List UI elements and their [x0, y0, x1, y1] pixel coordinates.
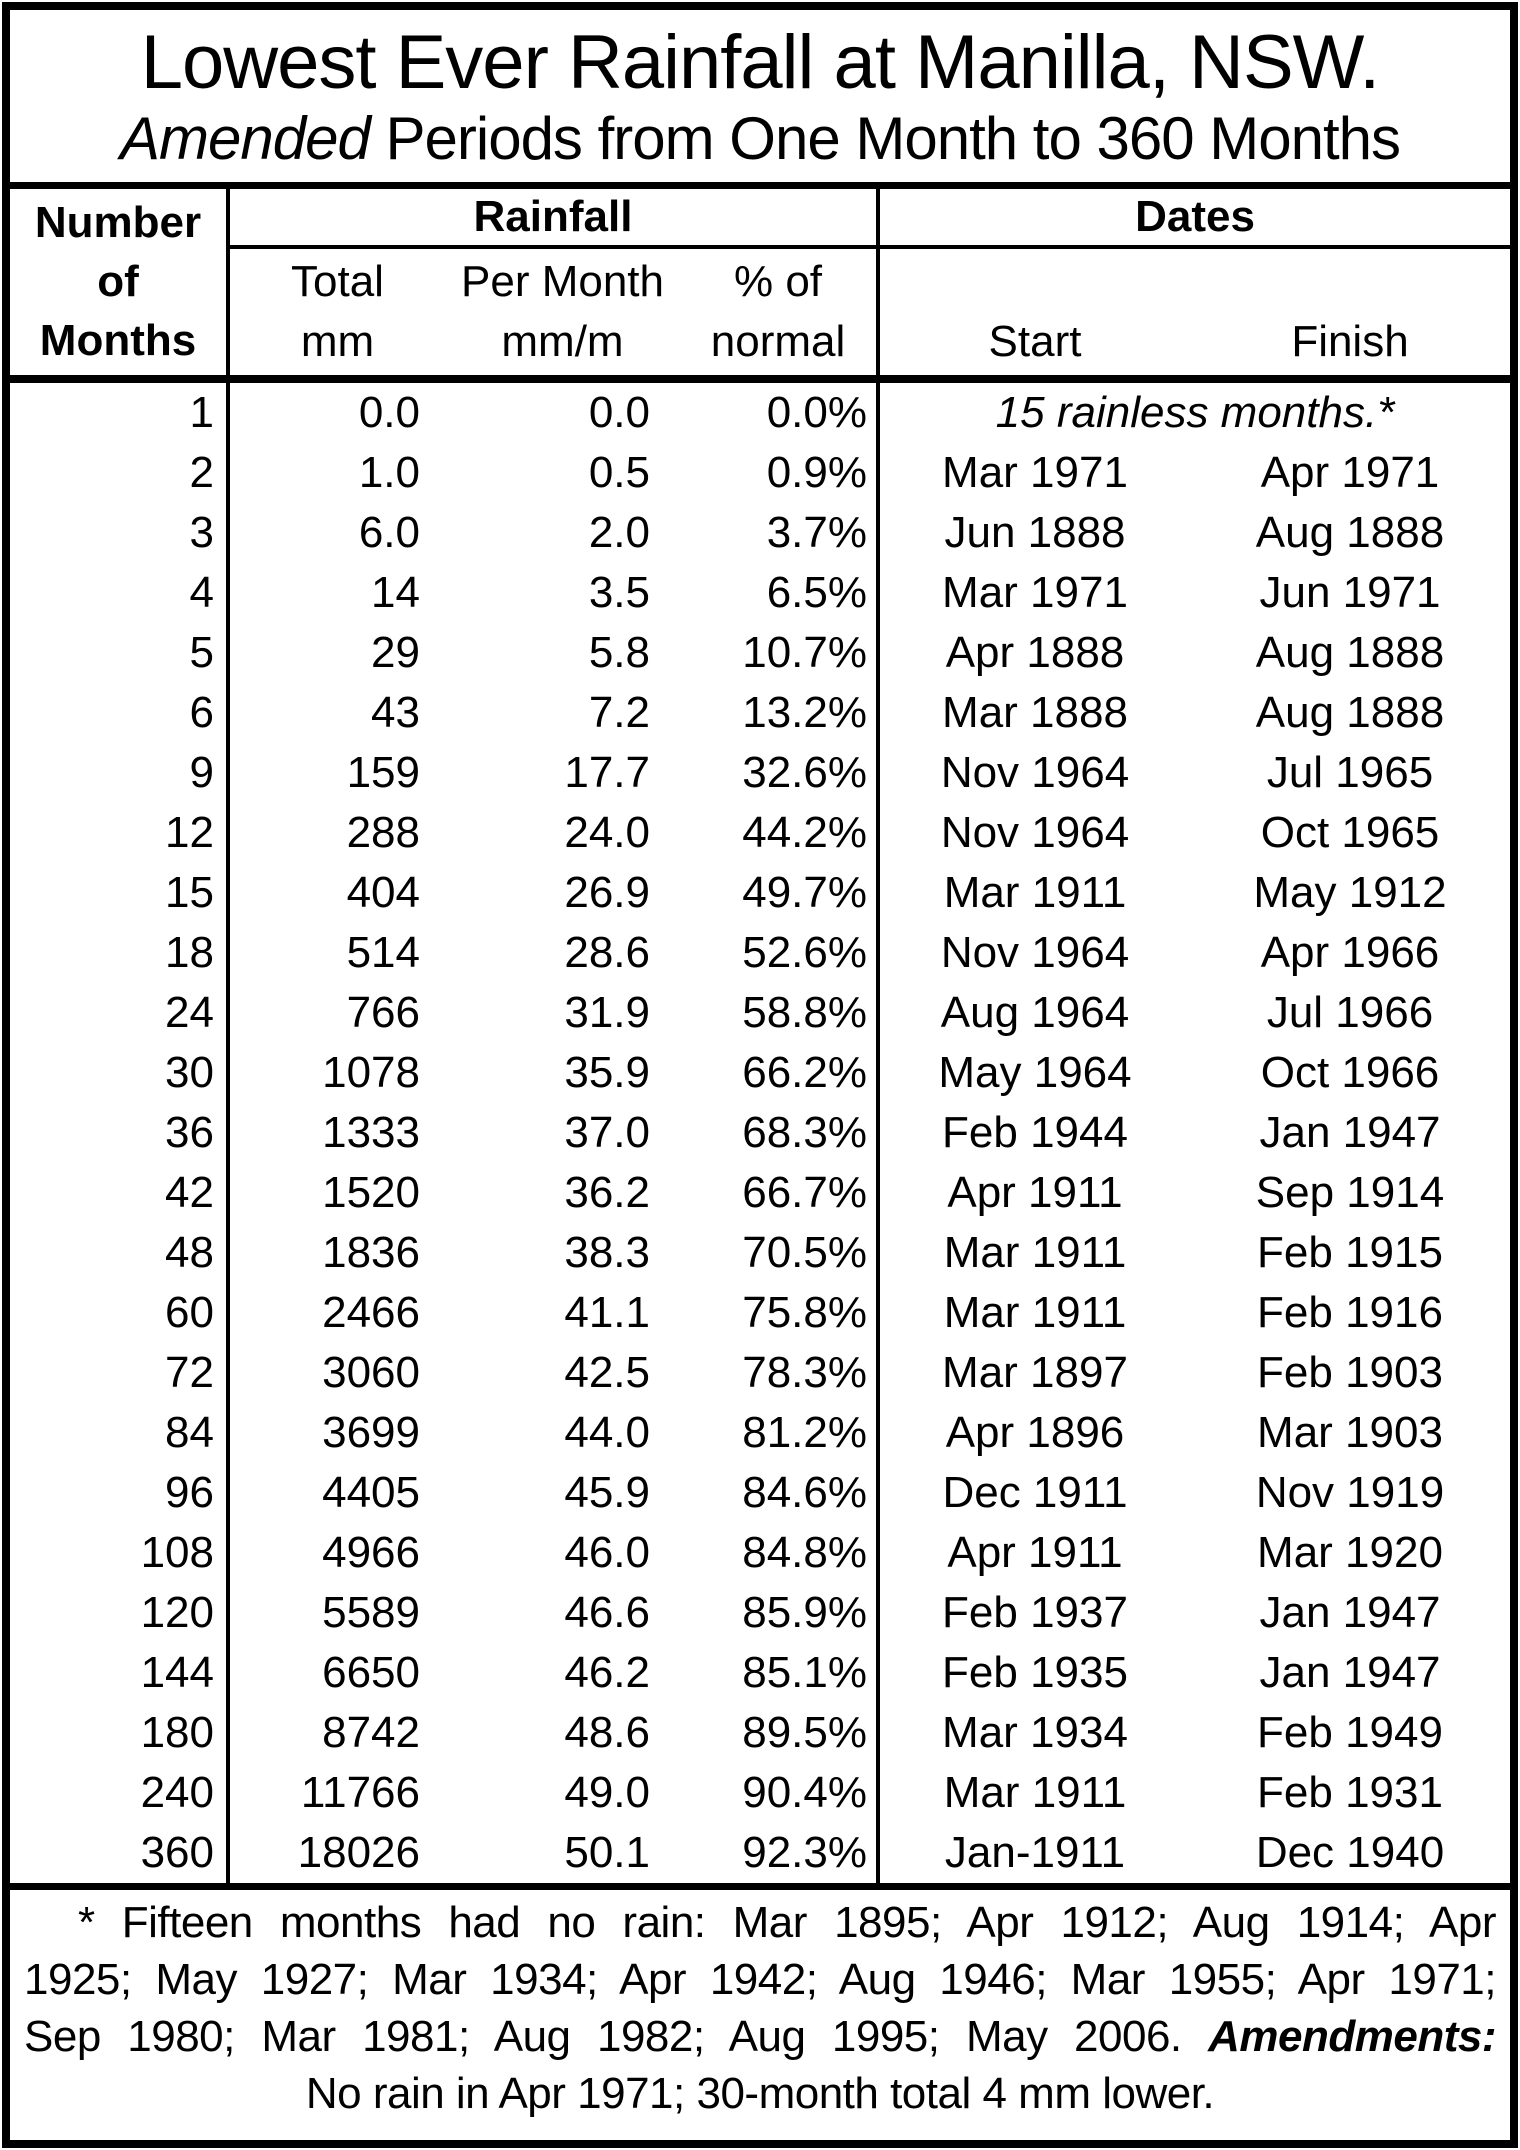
- cell-percent-normal: 84.8%: [680, 1523, 880, 1583]
- title-block: [10, 10, 1510, 189]
- header-finish-label: Finish: [1291, 316, 1409, 366]
- cell-months: 36: [10, 1103, 230, 1163]
- cell-percent-normal: 92.3%: [680, 1823, 880, 1883]
- cell-start-date: Mar 1971: [942, 448, 1128, 497]
- cell-per-month: 5.8: [588, 628, 650, 677]
- cell-finish-date: Apr 1966: [1260, 928, 1440, 977]
- cell-percent-normal: 66.7%: [680, 1163, 880, 1223]
- header-percent-column: [680, 249, 876, 375]
- cell-total-mm: 0.0: [358, 388, 420, 437]
- cell-months: 30: [10, 1043, 230, 1103]
- cell-finish-date: Aug 1888: [1255, 688, 1445, 737]
- cell-start-date: Jan-1911: [944, 1828, 1126, 1877]
- cell-finish-date: Apr 1971: [1260, 448, 1440, 497]
- table-row: [10, 623, 1510, 683]
- cell-percent-normal: 68.3%: [680, 1103, 880, 1163]
- cell-finish-date: Nov 1919: [1255, 1468, 1445, 1517]
- cell-per-month: 26.9: [564, 868, 650, 917]
- page-title: Lowest Ever Rainfall at Manilla, NSW.: [140, 20, 1380, 105]
- cell-start-date: Apr 1896: [945, 1408, 1125, 1457]
- cell-start-date: Nov 1964: [940, 808, 1130, 857]
- cell-start-date: Mar 1934: [942, 1708, 1128, 1757]
- table-row: [10, 1703, 1510, 1763]
- cell-percent-normal: 6.5%: [680, 563, 880, 623]
- cell-start-date: May 1964: [938, 1048, 1132, 1097]
- cell-months: 360: [10, 1823, 230, 1883]
- header-dates-group: [880, 189, 1510, 375]
- cell-percent-normal: 49.7%: [680, 863, 880, 923]
- cell-months: 1: [10, 383, 230, 443]
- cell-percent-normal: 3.7%: [680, 503, 880, 563]
- cell-months: 108: [10, 1523, 230, 1583]
- cell-total-mm: 3060: [322, 1348, 420, 1397]
- table-row: [10, 563, 1510, 623]
- cell-total-mm: 1.0: [358, 448, 420, 497]
- cell-total-mm: 29: [371, 628, 420, 677]
- table-row: [10, 1463, 1510, 1523]
- header-total-unit: mm: [300, 316, 375, 366]
- subtitle-rest: Periods from One Month to 360 Months: [369, 105, 1401, 172]
- header-dates-label: Dates: [880, 189, 1510, 249]
- footnote-line-3: [24, 2008, 1496, 2065]
- cell-months: 24: [10, 983, 230, 1043]
- cell-total-mm: 6.0: [358, 508, 420, 557]
- page-subtitle: [120, 106, 1400, 172]
- table-row: [10, 923, 1510, 983]
- cell-per-month: 24.0: [564, 808, 650, 857]
- header-rainfall-label: Rainfall: [230, 189, 876, 249]
- cell-finish-date: Oct 1965: [1260, 808, 1440, 857]
- cell-finish-date: Sep 1914: [1255, 1168, 1445, 1217]
- header-dates-subcolumns: [880, 249, 1510, 375]
- header-per-month-unit: mm/m: [501, 316, 624, 366]
- cell-per-month: 17.7: [564, 748, 650, 797]
- table-row: [10, 1403, 1510, 1463]
- cell-per-month: 44.0: [564, 1408, 650, 1457]
- cell-start-date: Apr 1888: [945, 628, 1125, 677]
- header-total-column: [230, 249, 445, 375]
- cell-months: 48: [10, 1223, 230, 1283]
- cell-months: 72: [10, 1343, 230, 1403]
- header-finish-column: [1190, 249, 1510, 375]
- cell-months: 180: [10, 1703, 230, 1763]
- cell-total-mm: 8742: [322, 1708, 420, 1757]
- cell-months: 60: [10, 1283, 230, 1343]
- cell-percent-normal: 85.1%: [680, 1643, 880, 1703]
- cell-finish-date: Aug 1888: [1255, 628, 1445, 677]
- header-percent-label: % of: [733, 257, 823, 307]
- cell-per-month: 35.9: [564, 1048, 650, 1097]
- cell-percent-normal: 89.5%: [680, 1703, 880, 1763]
- cell-total-mm: 5589: [322, 1588, 420, 1637]
- cell-per-month: 49.0: [564, 1768, 650, 1817]
- table-row: [10, 383, 1510, 443]
- cell-per-month: 41.1: [564, 1288, 650, 1337]
- table-row: [10, 683, 1510, 743]
- cell-finish-date: Mar 1920: [1257, 1528, 1443, 1577]
- cell-total-mm: 1078: [322, 1048, 420, 1097]
- cell-percent-normal: 90.4%: [680, 1763, 880, 1823]
- cell-start-date: Mar 1897: [942, 1348, 1128, 1397]
- cell-finish-date: Jan 1947: [1259, 1648, 1441, 1697]
- table-row: [10, 863, 1510, 923]
- cell-total-mm: 1836: [322, 1228, 420, 1277]
- table-row: [10, 1043, 1510, 1103]
- cell-total-mm: 3699: [322, 1408, 420, 1457]
- cell-finish-date: Jul 1965: [1266, 748, 1434, 797]
- cell-percent-normal: 13.2%: [680, 683, 880, 743]
- cell-total-mm: 14: [371, 568, 420, 617]
- cell-total-mm: 43: [371, 688, 420, 737]
- footnote-line-2: 1925; May 1927; Mar 1934; Apr 1942; Aug 1946; Mar 1955; Apr 1971;: [24, 1955, 1496, 2004]
- cell-per-month: 48.6: [564, 1708, 650, 1757]
- cell-total-mm: 4405: [322, 1468, 420, 1517]
- header-total-label: Total: [291, 257, 384, 307]
- cell-start-date: Aug 1964: [940, 988, 1130, 1037]
- table-row: [10, 1283, 1510, 1343]
- cell-total-mm: 159: [346, 748, 420, 797]
- table-row: [10, 1163, 1510, 1223]
- cell-months: 240: [10, 1763, 230, 1823]
- cell-months: 120: [10, 1583, 230, 1643]
- cell-percent-normal: 84.6%: [680, 1463, 880, 1523]
- footnote-amendments-label: Amendments:: [1208, 2012, 1496, 2061]
- cell-per-month: 7.2: [588, 688, 650, 737]
- table-row: [10, 1763, 1510, 1823]
- cell-total-mm: 6650: [322, 1648, 420, 1697]
- cell-months: 84: [10, 1403, 230, 1463]
- table-body: [10, 383, 1510, 1890]
- footnote-line-3-text: Sep 1980; Mar 1981; Aug 1982; Aug 1995; May 2006.: [24, 2012, 1209, 2061]
- cell-finish-date: Feb 1949: [1257, 1708, 1443, 1757]
- cell-months: 4: [10, 563, 230, 623]
- header-per-month-label: Per Month: [461, 257, 664, 307]
- cell-months: 15: [10, 863, 230, 923]
- cell-months: 12: [10, 803, 230, 863]
- cell-percent-normal: 10.7%: [680, 623, 880, 683]
- cell-per-month: 0.5: [588, 448, 650, 497]
- cell-finish-date: May 1912: [1253, 868, 1447, 917]
- cell-months: 3: [10, 503, 230, 563]
- table-row: [10, 1583, 1510, 1643]
- cell-total-mm: 288: [346, 808, 420, 857]
- table-row: [10, 443, 1510, 503]
- cell-total-mm: 11766: [300, 1768, 420, 1817]
- cell-months: 9: [10, 743, 230, 803]
- cell-per-month: 45.9: [564, 1468, 650, 1517]
- cell-per-month: 0.0: [588, 388, 650, 437]
- cell-percent-normal: 75.8%: [680, 1283, 880, 1343]
- cell-total-mm: 4966: [322, 1528, 420, 1577]
- cell-months: 2: [10, 443, 230, 503]
- cell-per-month: 2.0: [588, 508, 650, 557]
- cell-per-month: 38.3: [564, 1228, 650, 1277]
- cell-percent-normal: 78.3%: [680, 1343, 880, 1403]
- cell-percent-normal: 0.9%: [680, 443, 880, 503]
- cell-finish-date: Dec 1940: [1255, 1828, 1445, 1877]
- cell-finish-date: Jan 1947: [1259, 1588, 1441, 1637]
- cell-percent-normal: 32.6%: [680, 743, 880, 803]
- cell-percent-normal: 81.2%: [680, 1403, 880, 1463]
- table-row: [10, 983, 1510, 1043]
- cell-start-date: Feb 1935: [942, 1648, 1128, 1697]
- table-row: [10, 503, 1510, 563]
- cell-months: 96: [10, 1463, 230, 1523]
- cell-start-date: Nov 1964: [940, 748, 1130, 797]
- table-row: [10, 1823, 1510, 1883]
- cell-finish-date: Jul 1966: [1266, 988, 1434, 1037]
- footnote: [10, 1890, 1510, 2122]
- header-per-month-column: [445, 249, 680, 375]
- cell-finish-date: Aug 1888: [1255, 508, 1445, 557]
- cell-percent-normal: 44.2%: [680, 803, 880, 863]
- cell-finish-date: Feb 1903: [1257, 1348, 1443, 1397]
- cell-per-month: 3.5: [588, 568, 650, 617]
- cell-months: 5: [10, 623, 230, 683]
- cell-per-month: 37.0: [564, 1108, 650, 1157]
- cell-finish-date: Feb 1915: [1257, 1228, 1443, 1277]
- cell-per-month: 31.9: [564, 988, 650, 1037]
- cell-total-mm: 514: [346, 928, 420, 977]
- cell-dates-note: 15 rainless months.*: [995, 388, 1395, 437]
- cell-start-date: Mar 1971: [942, 568, 1128, 617]
- header-percent-unit: normal: [710, 316, 846, 366]
- table-row: [10, 743, 1510, 803]
- footnote-line-1: * Fifteen months had no rain: Mar 1895; Apr 1912; Aug 1914; Apr: [78, 1898, 1496, 1947]
- cell-start-date: Jun 1888: [944, 508, 1126, 557]
- cell-start-date: Nov 1964: [940, 928, 1130, 977]
- cell-start-date: Apr 1911: [947, 1528, 1123, 1577]
- header-number-line: Number: [34, 198, 202, 247]
- cell-start-date: Mar 1911: [943, 1768, 1127, 1817]
- header-rainfall-subcolumns: [230, 249, 876, 375]
- table-row: [10, 1223, 1510, 1283]
- header-start-label: Start: [988, 316, 1082, 366]
- cell-finish-date: Oct 1966: [1260, 1048, 1440, 1097]
- cell-start-date: Feb 1944: [942, 1108, 1128, 1157]
- cell-percent-normal: 70.5%: [680, 1223, 880, 1283]
- cell-total-mm: 2466: [322, 1288, 420, 1337]
- cell-start-date: Mar 1911: [943, 1228, 1127, 1277]
- cell-per-month: 42.5: [564, 1348, 650, 1397]
- cell-per-month: 46.2: [564, 1648, 650, 1697]
- cell-percent-normal: 52.6%: [680, 923, 880, 983]
- cell-months: 6: [10, 683, 230, 743]
- cell-start-date: Dec 1911: [942, 1468, 1128, 1517]
- header-start-column: [880, 249, 1190, 375]
- cell-start-date: Apr 1911: [947, 1168, 1123, 1217]
- cell-percent-normal: 66.2%: [680, 1043, 880, 1103]
- cell-per-month: 46.6: [564, 1588, 650, 1637]
- cell-finish-date: Feb 1931: [1257, 1768, 1443, 1817]
- cell-start-date: Mar 1888: [942, 688, 1128, 737]
- subtitle-amended: Amended: [119, 105, 370, 172]
- cell-finish-date: Jan 1947: [1259, 1108, 1441, 1157]
- cell-total-mm: 404: [346, 868, 420, 917]
- cell-percent-normal: 58.8%: [680, 983, 880, 1043]
- cell-total-mm: 1520: [322, 1168, 420, 1217]
- cell-finish-date: Jun 1971: [1259, 568, 1441, 617]
- cell-months: 18: [10, 923, 230, 983]
- header-of-line: of: [97, 257, 139, 306]
- cell-start-date: Feb 1937: [942, 1588, 1128, 1637]
- cell-per-month: 36.2: [564, 1168, 650, 1217]
- header-months-line: Months: [39, 316, 197, 365]
- table-row: [10, 1643, 1510, 1703]
- cell-percent-normal: 0.0%: [680, 383, 880, 443]
- cell-months: 42: [10, 1163, 230, 1223]
- header-number-of-months: [10, 189, 230, 375]
- cell-per-month: 46.0: [564, 1528, 650, 1577]
- cell-per-month: 28.6: [564, 928, 650, 977]
- table-header: [10, 189, 1510, 383]
- cell-total-mm: 1333: [322, 1108, 420, 1157]
- table-row: [10, 1523, 1510, 1583]
- cell-per-month: 50.1: [564, 1828, 650, 1877]
- cell-months: 144: [10, 1643, 230, 1703]
- header-rainfall-group: [230, 189, 880, 375]
- cell-finish-date: Feb 1916: [1257, 1288, 1443, 1337]
- footnote-line-4: No rain in Apr 1971; 30-month total 4 mm lower.: [305, 2069, 1215, 2118]
- cell-finish-date: Mar 1903: [1257, 1408, 1443, 1457]
- cell-percent-normal: 85.9%: [680, 1583, 880, 1643]
- table-row: [10, 1103, 1510, 1163]
- table-frame: [2, 2, 1518, 2148]
- cell-total-mm: 766: [346, 988, 420, 1037]
- cell-start-date: Mar 1911: [943, 868, 1127, 917]
- table-row: [10, 1343, 1510, 1403]
- cell-start-date: Mar 1911: [943, 1288, 1127, 1337]
- table-row: [10, 803, 1510, 863]
- cell-total-mm: 18026: [297, 1828, 420, 1877]
